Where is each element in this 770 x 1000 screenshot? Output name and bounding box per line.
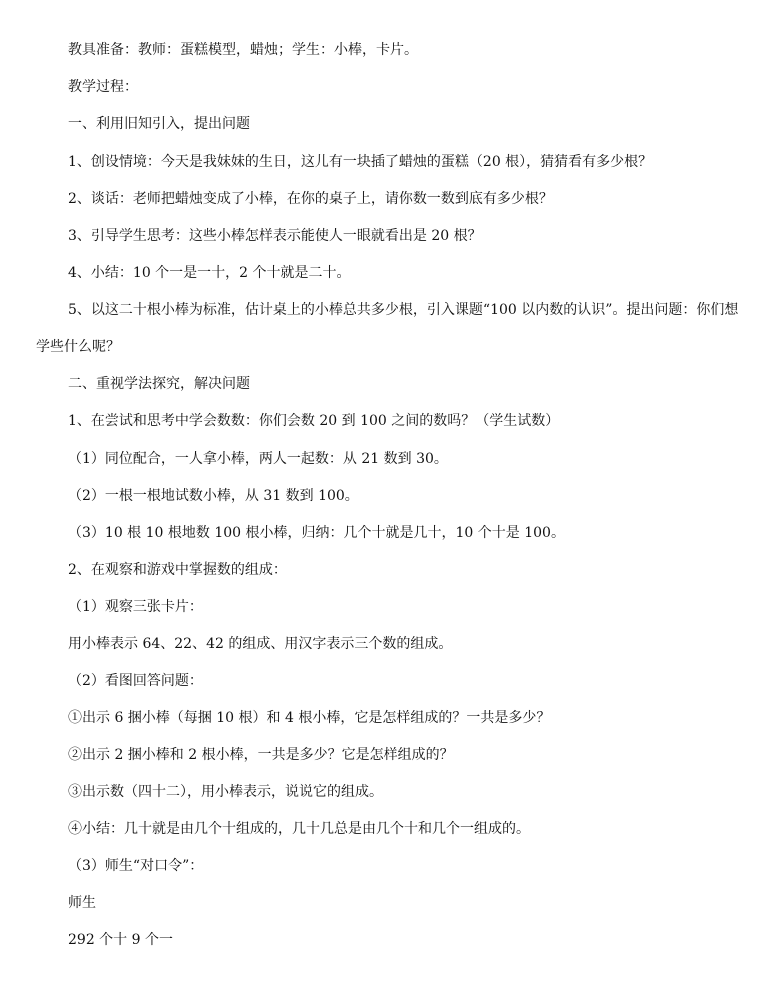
paragraph-composition-3: （3）师生“对口令”： (68, 858, 204, 874)
paragraph-counting-3: （3）10 根 10 根地数 100 根小棒，归纳：几个十就是几十，10 个十是 100。 (68, 525, 565, 541)
paragraph-counting-1: （1）同位配合，一人拿小棒，两人一起数：从 21 数到 30。 (68, 451, 448, 467)
list-item-circled-2: ②出示 2 捆小棒和 2 根小棒，一共是多少？它是怎样组成的？ (68, 747, 454, 763)
list-item-circled-1: ①出示 6 捆小棒（每捆 10 根）和 4 根小棒，它是怎样组成的？一共是多少？ (68, 710, 551, 726)
section-heading-1: 一、利用旧知引入，提出问题 (68, 116, 250, 132)
list-item-circled-3: ③出示数（四十二），用小棒表示，说说它的组成。 (68, 784, 383, 800)
paragraph-counting-2: （2）一根一根地试数小棒，从 31 数到 100。 (68, 488, 359, 504)
paragraph-composition-2: （2）看图回答问题： (68, 673, 203, 689)
paragraph-composition-1-detail: 用小棒表示 64、22、42 的组成、用汉字表示三个数的组成。 (68, 636, 453, 652)
paragraph-teacher-student: 师生 (68, 895, 96, 911)
section-heading-2: 二、重视学法探究，解决问题 (68, 376, 250, 392)
paragraph-materials: 教具准备：教师：蛋糕模型，蜡烛；学生：小棒，卡片。 (68, 42, 418, 58)
list-item-circled-4: ④小结：几十就是由几个十组成的，几十几总是由几个十和几个一组成的。 (68, 821, 530, 837)
paragraph-composition: 2、在观察和游戏中掌握数的组成： (68, 562, 287, 578)
paragraph-step-3: 3、引导学生思考：这些小棒怎样表示能使人一眼就看出是 20 根？ (68, 228, 482, 244)
paragraph-step-1: 1、创设情境：今天是我妹妹的生日，这儿有一块插了蜡烛的蛋糕（20 根），猜猜看有多少根？ (68, 154, 653, 170)
paragraph-composition-1: （1）观察三张卡片： (68, 599, 203, 615)
paragraph-step-4: 4、小结：10 个一是一十，2 个十就是二十。 (68, 265, 351, 281)
paragraph-step-2: 2、谈话：老师把蜡烛变成了小棒，在你的桌子上，请你数一数到底有多少根？ (68, 191, 553, 207)
paragraph-process-heading: 教学过程： (68, 79, 138, 95)
paragraph-chant-line: 292 个十 9 个一 (68, 932, 173, 948)
paragraph-counting: 1、在尝试和思考中学会数数：你们会数 20 到 100 之间的数吗？（学生试数） (68, 413, 560, 429)
paragraph-step-5: 5、以这二十根小棒为标准，估计桌上的小棒总共多少根，引入课题“100 以内数的认识”。提出问题：你们想学些什么呢？ (36, 302, 739, 355)
